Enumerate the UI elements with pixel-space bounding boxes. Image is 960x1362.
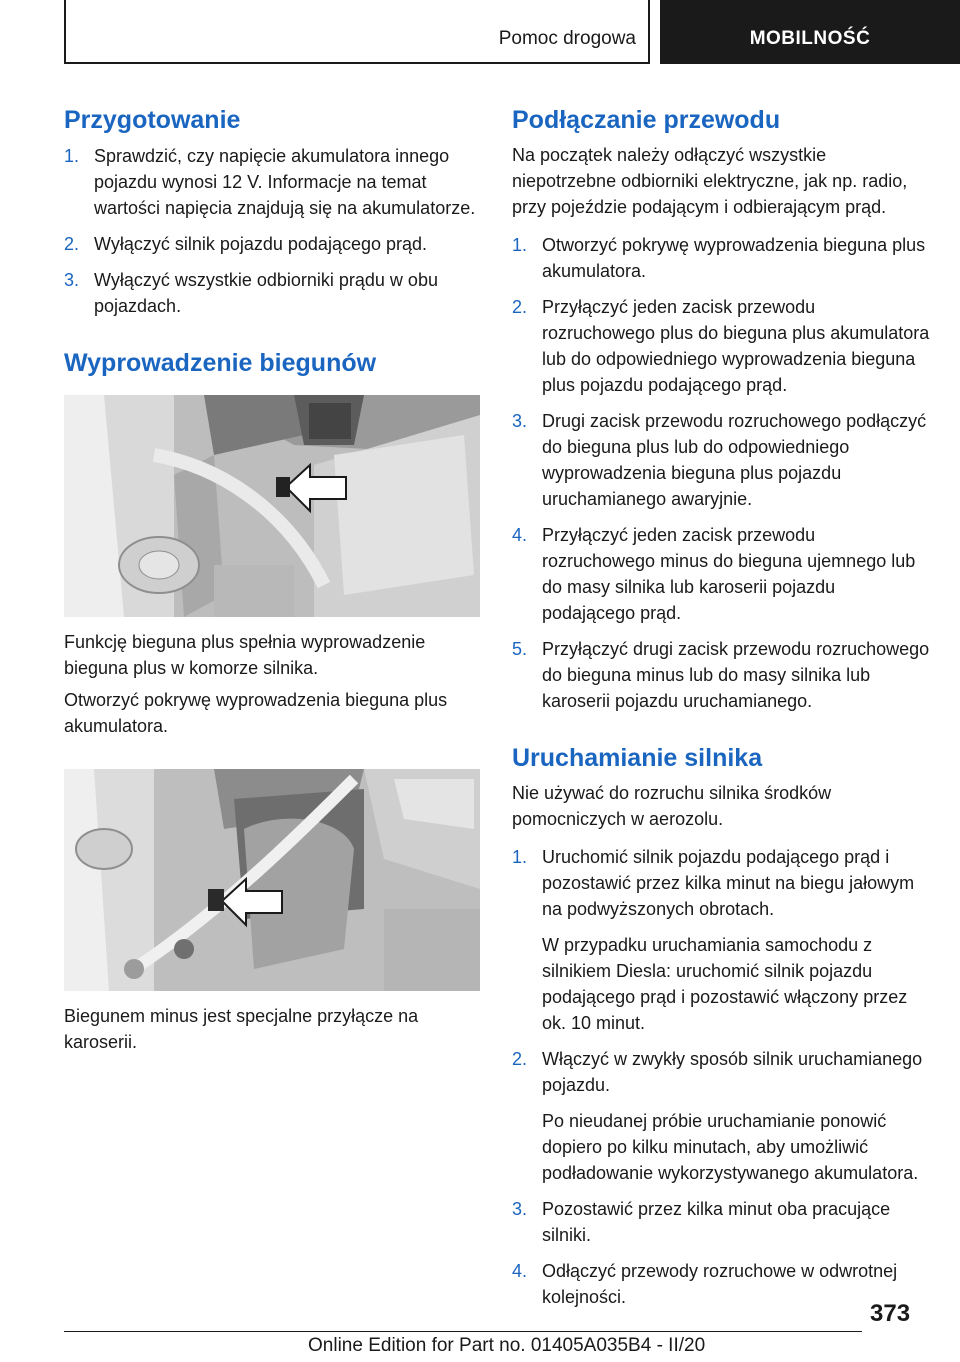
paragraph-plus-terminal: Funkcję bieguna plus spełnia wyprowadzenie bieguna plus w komorze silnika. — [64, 632, 426, 678]
chapter-title: MOBILNOŚĆ — [749, 28, 871, 49]
paragraph-minus-terminal: Biegunem minus jest specjalne przyłącze na karoserii. — [64, 1006, 419, 1052]
start-steps — [512, 844, 930, 1310]
step-note: Po nieudanej próbie uruchamianie ponowić dopiero po kilku minutach, aby umożliwić podładowanie wykorzystywanego akumulatora. — [542, 1111, 919, 1183]
list-item — [512, 1196, 930, 1248]
left-column — [64, 104, 480, 1055]
step-number: 1. — [64, 146, 80, 166]
ground-point-illustration — [64, 769, 480, 991]
step-number: 2. — [512, 297, 528, 317]
step-text: Przyłączyć jeden zacisk przewodu rozruchowego minus do bieguna ujemnego lub do masy silnika lub karoserii pojazdu podającego prąd. — [542, 525, 916, 623]
step-text: Włączyć w zwykły sposób silnik uruchamianego pojazdu. — [542, 1049, 923, 1095]
preparation-steps — [64, 143, 480, 319]
step-number: 3. — [512, 411, 528, 431]
step-text: Sprawdzić, czy napięcie akumulatora innego pojazdu wynosi 12 V. Informacje na temat wartości napięcia znajdują się na akumulatorze. — [94, 146, 476, 218]
list-item — [512, 844, 930, 1036]
heading-preparation: Przygotowanie — [64, 106, 241, 134]
list-item — [512, 232, 930, 284]
heading-connecting-cable: Podłączanie przewodu — [512, 106, 781, 134]
list-item — [64, 267, 480, 319]
list-item — [512, 522, 930, 626]
step-text: Uruchomić silnik pojazdu podającego prąd i pozostawić przez kilka minut na biegu jałowym na podwyższonych obrotach. — [542, 847, 915, 919]
paragraph-start-intro: Nie używać do rozruchu silnika środków pomocniczych w aerozolu. — [512, 783, 832, 829]
list-item — [512, 294, 930, 398]
section-tab — [64, 0, 650, 64]
step-number: 1. — [512, 235, 528, 255]
engine-bay-illustration — [64, 395, 480, 617]
step-text: Wyłączyć silnik pojazdu podającego prąd. — [94, 234, 428, 254]
step-text: Pozostawić przez kilka minut oba pracujące silniki. — [542, 1199, 891, 1245]
list-item — [64, 231, 480, 257]
step-number: 4. — [512, 1261, 528, 1281]
section-title: Pomoc drogowa — [498, 28, 636, 49]
page-header — [0, 0, 960, 66]
step-number: 4. — [512, 525, 528, 545]
step-text: Przyłączyć drugi zacisk przewodu rozruchowego do bieguna minus lub do masy silnika lub karoserii pojazdu uruchamianego. — [542, 639, 930, 711]
step-number: 3. — [512, 1199, 528, 1219]
step-number: 2. — [64, 234, 80, 254]
list-item — [512, 408, 930, 512]
list-item — [512, 1258, 930, 1310]
paragraph-open-cover: Otworzyć pokrywę wyprowadzenia bieguna plus akumulatora. — [64, 690, 448, 736]
footer-divider — [64, 1331, 862, 1332]
step-text: Wyłączyć wszystkie odbiorniki prądu w obu pojazdach. — [94, 270, 438, 316]
step-text: Drugi zacisk przewodu rozruchowego podłączyć do bieguna plus lub do odpowiedniego wyprowadzenia bieguna plus pojazdu uruchamianego awaryjnie. — [542, 411, 927, 509]
engine-bay-minus-terminal-photo — [64, 769, 480, 991]
engine-bay-plus-terminal-photo — [64, 395, 480, 617]
connect-steps — [512, 232, 930, 714]
edition-note: Online Edition for Part no. 01405A035B4 - II/20 — [308, 1335, 706, 1356]
paragraph-connect-intro: Na początek należy odłączyć wszystkie niepotrzebne odbiorniki elektryczne, jak np. radio, przy pojeździe podającym i odbierającym prąd. — [512, 145, 908, 217]
heading-pole-terminals: Wyprowadzenie biegunów — [64, 349, 377, 377]
step-number: 3. — [64, 270, 80, 290]
step-text: Przyłączyć jeden zacisk przewodu rozruchowego plus do bieguna plus akumulatora lub do odpowiedniego wyprowadzenia bieguna plus pojazdu podającego prąd. — [542, 297, 930, 395]
heading-starting-engine: Uruchamianie silnika — [512, 744, 763, 772]
chapter-tab — [660, 0, 960, 64]
list-item — [512, 1046, 930, 1186]
step-number: 1. — [512, 847, 528, 867]
page-number: 373 — [870, 1300, 911, 1327]
right-column — [512, 104, 930, 1310]
step-text: Odłączyć przewody rozruchowe w odwrotnej kolejności. — [542, 1261, 898, 1307]
step-number: 2. — [512, 1049, 528, 1069]
step-note: W przypadku uruchamiania samochodu z silnikiem Diesla: uruchomić silnik pojazdu podającego prąd i pozostawić włączony przez ok. 10 minut. — [542, 935, 908, 1033]
step-number: 5. — [512, 639, 528, 659]
step-text: Otworzyć pokrywę wyprowadzenia bieguna plus akumulatora. — [542, 235, 926, 281]
list-item — [512, 636, 930, 714]
list-item — [64, 143, 480, 221]
